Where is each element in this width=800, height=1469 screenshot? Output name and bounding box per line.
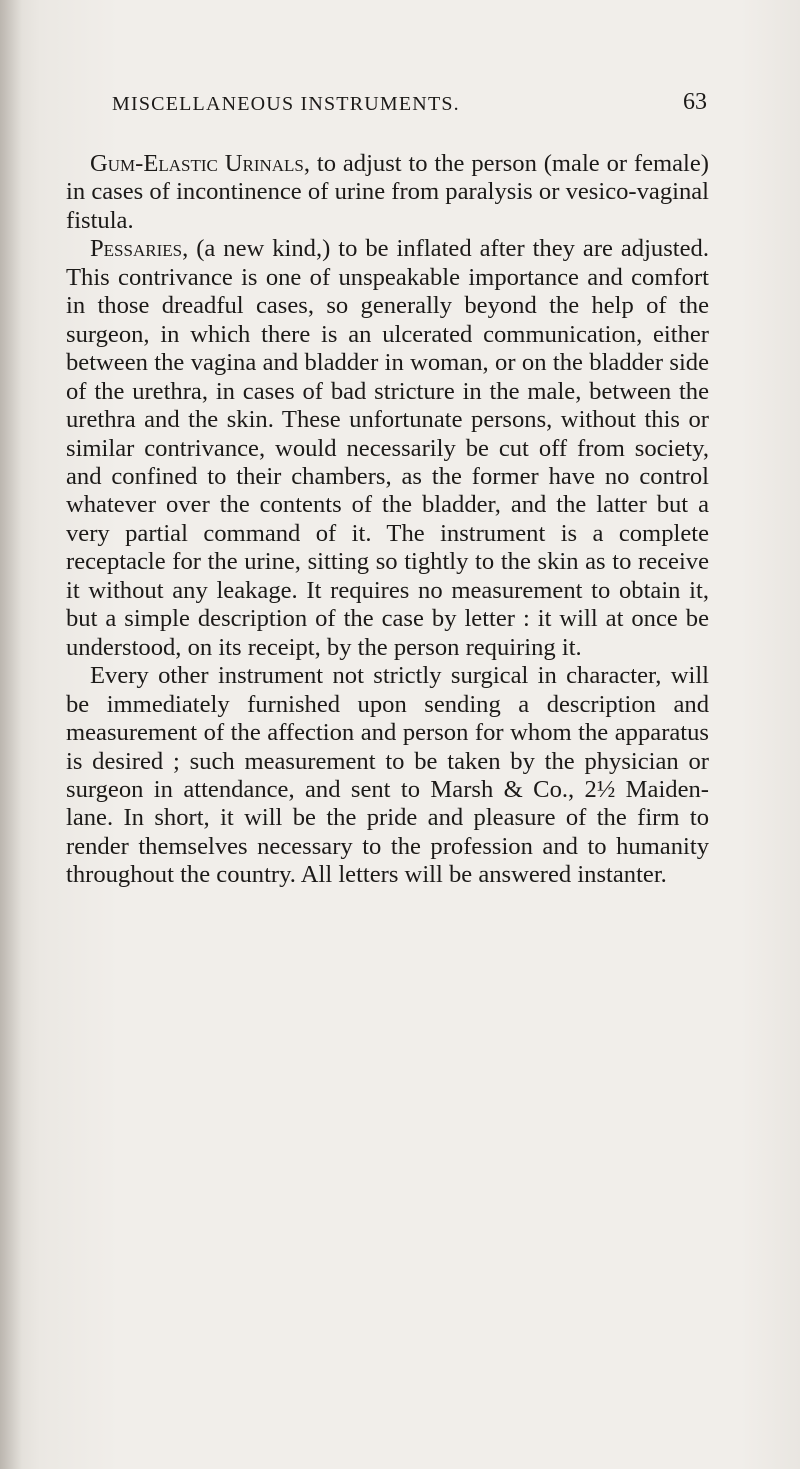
- page-gutter-shadow: [0, 0, 22, 1469]
- entry-text-other-instruments: Every other instrument not strictly surgical in character, will be immediately furnished upon sending a description and measurement of the affection and person for whom the apparatus is desired ; such measurement to be taken by the physician or surgeon in attendance, and sent to Marsh & Co., 2½ Maiden-lane. In short, it will be the pride and pleasure of the firm to render themselves necessary to the profession and to humanity throughout the country. All letters will be answered instanter.: [66, 662, 709, 889]
- page-header: [112, 89, 707, 123]
- page-number: 63: [683, 89, 707, 115]
- paragraph-other-instruments: [66, 662, 709, 890]
- entry-heading-pessaries: Pessaries,: [90, 235, 189, 263]
- entry-text-urinals: to adjust to the person (male or female) in cases of incontinence of urine from paralysis or vesico-vaginal fistula.: [66, 150, 709, 234]
- entry-text-pessaries: (a new kind,) to be inflated after they are adjusted. This contrivance is one of unspeakable importance and comfort in those dreadful cases, so generally beyond the help of the surgeon, in which there is an ulcerated communication, either between the vagina and bladder in woman, or on the bladder side of the urethra, in cases of bad stricture in the male, between the urethra and the skin. These unfortunate persons, without this or similar contrivance, would necessarily be cut off from society, and confined to their chambers, as the former have no control whatever over the contents of the bladder, and the latter but a very partial command of it. The instrument is a complete receptacle for the urine, sitting so tightly to the skin as to receive it without any leakage. It requires no measurement to obtain it, but a simple description of the case by letter : it will at once be understood, on its receipt, by the person requiring it.: [66, 235, 709, 661]
- running-head: MISCELLANEOUS INSTRUMENTS.: [112, 93, 460, 115]
- body-text: [66, 150, 709, 890]
- paragraph-urinals: [66, 150, 709, 235]
- paragraph-pessaries: [66, 235, 709, 662]
- entry-heading-urinals: Gum-Elastic Urinals,: [90, 150, 311, 177]
